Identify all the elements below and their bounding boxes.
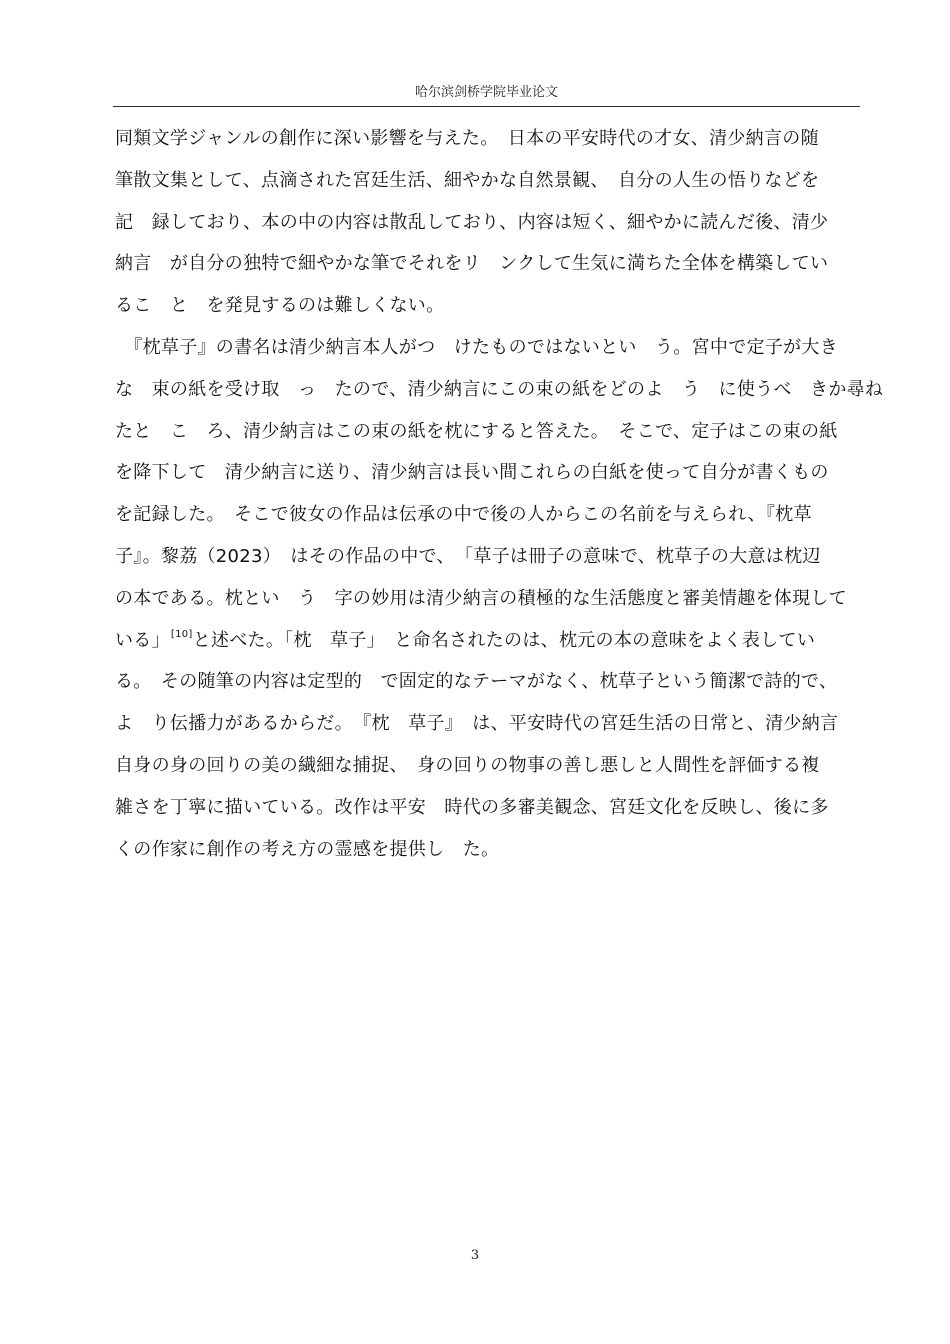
text-line: を降下して 清少納言に送り、清少納言は長い間これらの白紙を使って自分が書くもの bbox=[115, 462, 829, 484]
text-line: 雑さを丁寧に描いている。改作は平安 時代の多審美観念、宮廷文化を反映し、後に多 bbox=[115, 796, 829, 818]
citation-superscript: [10] bbox=[170, 628, 193, 640]
text-line: な 束の紙を受け取 っ たので、清少納言にこの束の紙をどのよ う に使うべ きか尋ね bbox=[115, 378, 884, 400]
text-line-with-citation bbox=[115, 620, 860, 662]
header-rule bbox=[113, 106, 860, 107]
page-header: 哈尔滨剑桥学院毕业论文 bbox=[414, 85, 558, 100]
text-line: 子』。黎荔（2023） はその作品の中で、 「草子は冊子の意味で、枕草子の大意は枕辺 bbox=[115, 545, 821, 567]
text-line: 記 録しており、本の中の内容は散乱しており、内容は短く、細やかに読んだ後、清少 bbox=[115, 211, 829, 233]
page-number: 3 bbox=[470, 1248, 480, 1263]
text-line: 納言 が自分の独特で細やかな筆でそれをリ ンクして生気に満ちた全体を構築してい bbox=[115, 253, 829, 275]
text-line: くの作家に創作の考え方の霊感を提供し た。 bbox=[115, 838, 500, 860]
text-fragment: いる」 bbox=[115, 629, 170, 651]
text-line: る。 その随筆の内容は定型的 で固定的なテーマがなく、枕草子という簡潔で詩的で、 bbox=[115, 671, 838, 693]
text-fragment: と述べた。「枕 草子」 と命名されたのは、枕元の本の意味をよく表してい bbox=[192, 629, 816, 651]
text-line: 筆散文集として、点滴された宮廷生活、細やかな自然景観、 自分の人生の悟りなどを bbox=[115, 169, 820, 191]
text-line: るこ と を発見するのは難しくない。 bbox=[115, 295, 445, 317]
text-line: 『枕草子』の書名は清少納言本人がつ けたものではないとい う。宮中で定子が大き bbox=[115, 336, 838, 358]
body-text bbox=[115, 118, 884, 870]
text-line: よ り伝播力があるからだ。 『枕 草子』 は、平安時代の宮廷生活の日常と、清少納言 bbox=[115, 713, 839, 735]
text-line: 同類文学ジャンルの創作に深い影響を与えた。 日本の平安時代の才女、清少納言の随 bbox=[115, 128, 819, 149]
text-line: たと こ ろ、清少納言はこの束の紙を枕にすると答えた。 そこで、定子はこの束の紙 bbox=[115, 420, 838, 442]
text-line: の本である。枕とい う 字の妙用は清少納言の積極的な生活態度と審美情趣を体現して bbox=[115, 587, 847, 609]
text-line: を記録した。 そこで彼女の作品は伝承の中で後の人からこの名前を与えられ、『枕草 bbox=[115, 504, 812, 526]
text-line: 自身の身の回りの美の繊細な捕捉、 身の回りの物事の善し悪しと人間性を評価する複 bbox=[115, 754, 820, 776]
